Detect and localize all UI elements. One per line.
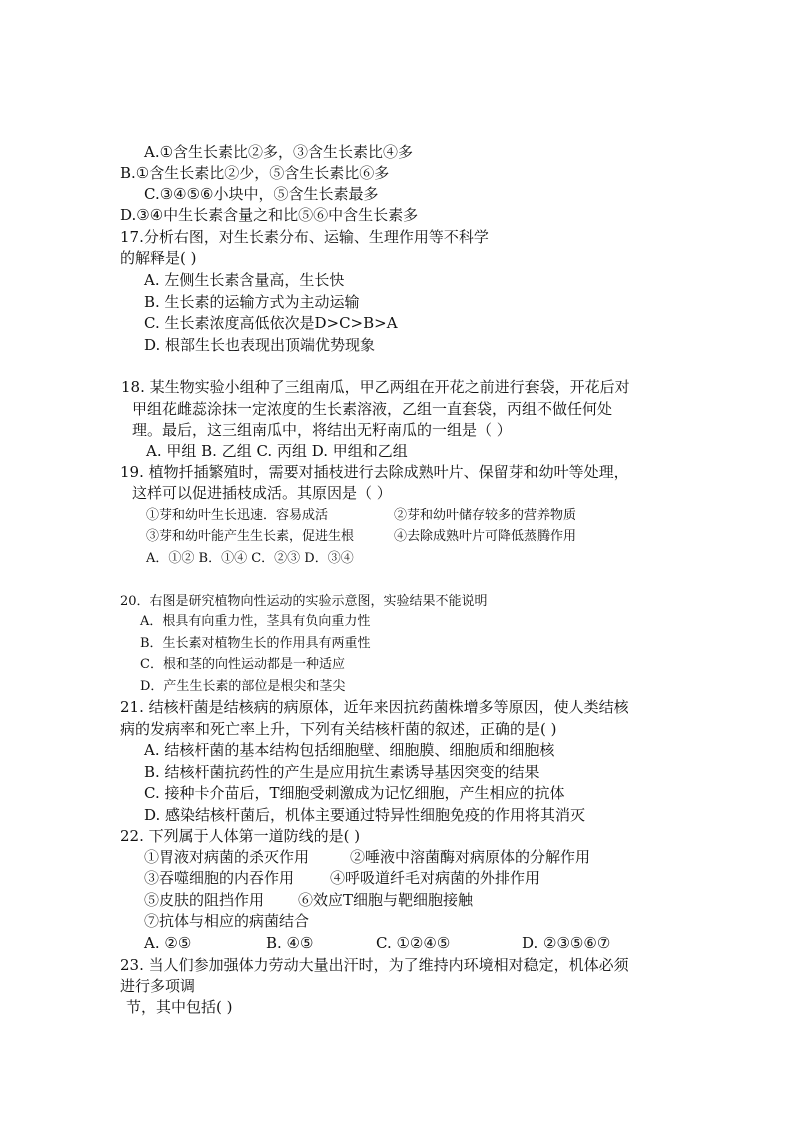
q22-item-1: ①胃液对病菌的杀灭作用 [144,848,310,866]
q19-item-1: ①芽和幼叶生长迅速．容易成活 [146,508,329,523]
q16-option-b: B.①含生长素比②少，⑤含生长素比⑥多 [120,164,390,182]
q18-stem-cont2: 理。最后，这三组南瓜中，将结出无籽南瓜的一组是（ ） [132,421,512,439]
q16-option-d: D.③④中生长素含量之和比⑤⑥中含生长素多 [120,206,419,224]
q22-item-4: ④呼吸道纤毛对病菌的外排作用 [330,869,541,887]
q19-item-4: ④去除成熟叶片可降低蒸腾作用 [394,529,577,544]
q23-stem-cont2: 节，其中包括( ) [126,998,233,1016]
q21-option-c: C. 接种卡介苗后，T细胞受刺激成为记忆细胞，产生相应的抗体 [144,784,565,802]
q18-options: A. 甲组 B. 乙组 C. 丙组 D. 甲组和乙组 [146,442,408,460]
q21-stem: 21. 结核杆菌是结核病的病原体，近年来因抗药菌株增多等原因，使人类结核 [120,698,629,716]
q16-option-c: C.③④⑤⑥小块中，⑤含生长素最多 [144,185,379,203]
q17-option-b: B. 生长素的运输方式为主动运输 [144,293,360,311]
q19-stem: 19. 植物扦插繁殖时，需要对插枝进行去除成熟叶片、保留芽和幼叶等处理， [120,463,629,481]
q21-option-b: B. 结核杆菌抗药性的产生是应用抗生素诱导基因突变的结果 [144,763,540,781]
q18-stem: 18. 某生物实验小组种了三组南瓜，甲乙两组在开花之前进行套袋，开花后对 [121,378,630,396]
q22-item-6: ⑥效应T细胞与靶细胞接触 [298,891,474,909]
q23-stem-cont: 进行多项调 [120,977,196,995]
q22-item-7: ⑦抗体与相应的病菌结合 [144,912,310,930]
q20-option-a: A．根具有向重力性，茎具有负向重力性 [140,614,371,629]
q23-stem: 23. 当人们参加强体力劳动大量出汗时，为了维持内环境相对稳定，机体必须 [120,956,629,974]
q20-option-d: D．产生生长素的部位是根尖和茎尖 [140,679,346,694]
q16-option-a: A.①含生长素比②多，③含生长素比④多 [144,143,414,161]
q18-stem-cont: 甲组花雌蕊涂抹一定浓度的生长素溶液，乙组一直套袋，丙组不做任何处 [132,400,613,418]
q20-stem: 20．右图是研究植物向性运动的实验示意图，实验结果不能说明 [120,594,488,609]
q19-options: A．①② B．①④ C．②③ D．③④ [146,551,354,566]
q17-option-a: A. 左侧生长素含量高，生长快 [144,271,345,289]
q17-option-d: D. 根部生长也表现出顶端优势现象 [144,336,376,354]
q22-option-c: C. ①②④⑤ [376,934,451,952]
q22-option-d: D. ②③⑤⑥⑦ [522,934,611,952]
q21-option-d: D. 感染结核杆菌后，机体主要通过特异性细胞免疫的作用将其消灭 [144,806,586,824]
q20-option-b: B．生长素对植物生长的作用具有两重性 [140,636,371,651]
q19-item-3: ③芽和幼叶能产生生长素，促进生根 [146,529,355,544]
q22-item-2: ②唾液中溶菌酶对病原体的分解作用 [350,848,591,866]
q22-item-3: ③吞噬细胞的内吞作用 [144,869,295,887]
q20-option-c: C．根和茎的向性运动都是一种适应 [140,657,345,672]
q22-item-5: ⑤皮肤的阻挡作用 [144,891,265,909]
q17-option-c: C. 生长素浓度高低依次是D>C>B>A [144,314,398,332]
q21-stem-cont: 病的发病率和死亡率上升，下列有关结核杆菌的叙述，正确的是( ) [120,720,557,738]
q22-option-b: B. ④⑤ [266,934,314,952]
q21-option-a: A. 结核杆菌的基本结构包括细胞壁、细胞膜、细胞质和细胞核 [144,741,555,759]
q22-stem: 22. 下列属于人体第一道防线的是( ) [120,827,361,845]
q19-stem-cont: 这样可以促进插枝成活。其原因是（ ） [132,484,392,502]
q19-item-2: ②芽和幼叶储存较多的营养物质 [394,508,577,523]
q17-stem-cont: 的解释是( ) [120,249,197,267]
q17-stem: 17.分析右图，对生长素分布、运输、生理作用等不科学 [120,228,489,246]
q22-option-a: A. ②⑤ [144,934,192,952]
